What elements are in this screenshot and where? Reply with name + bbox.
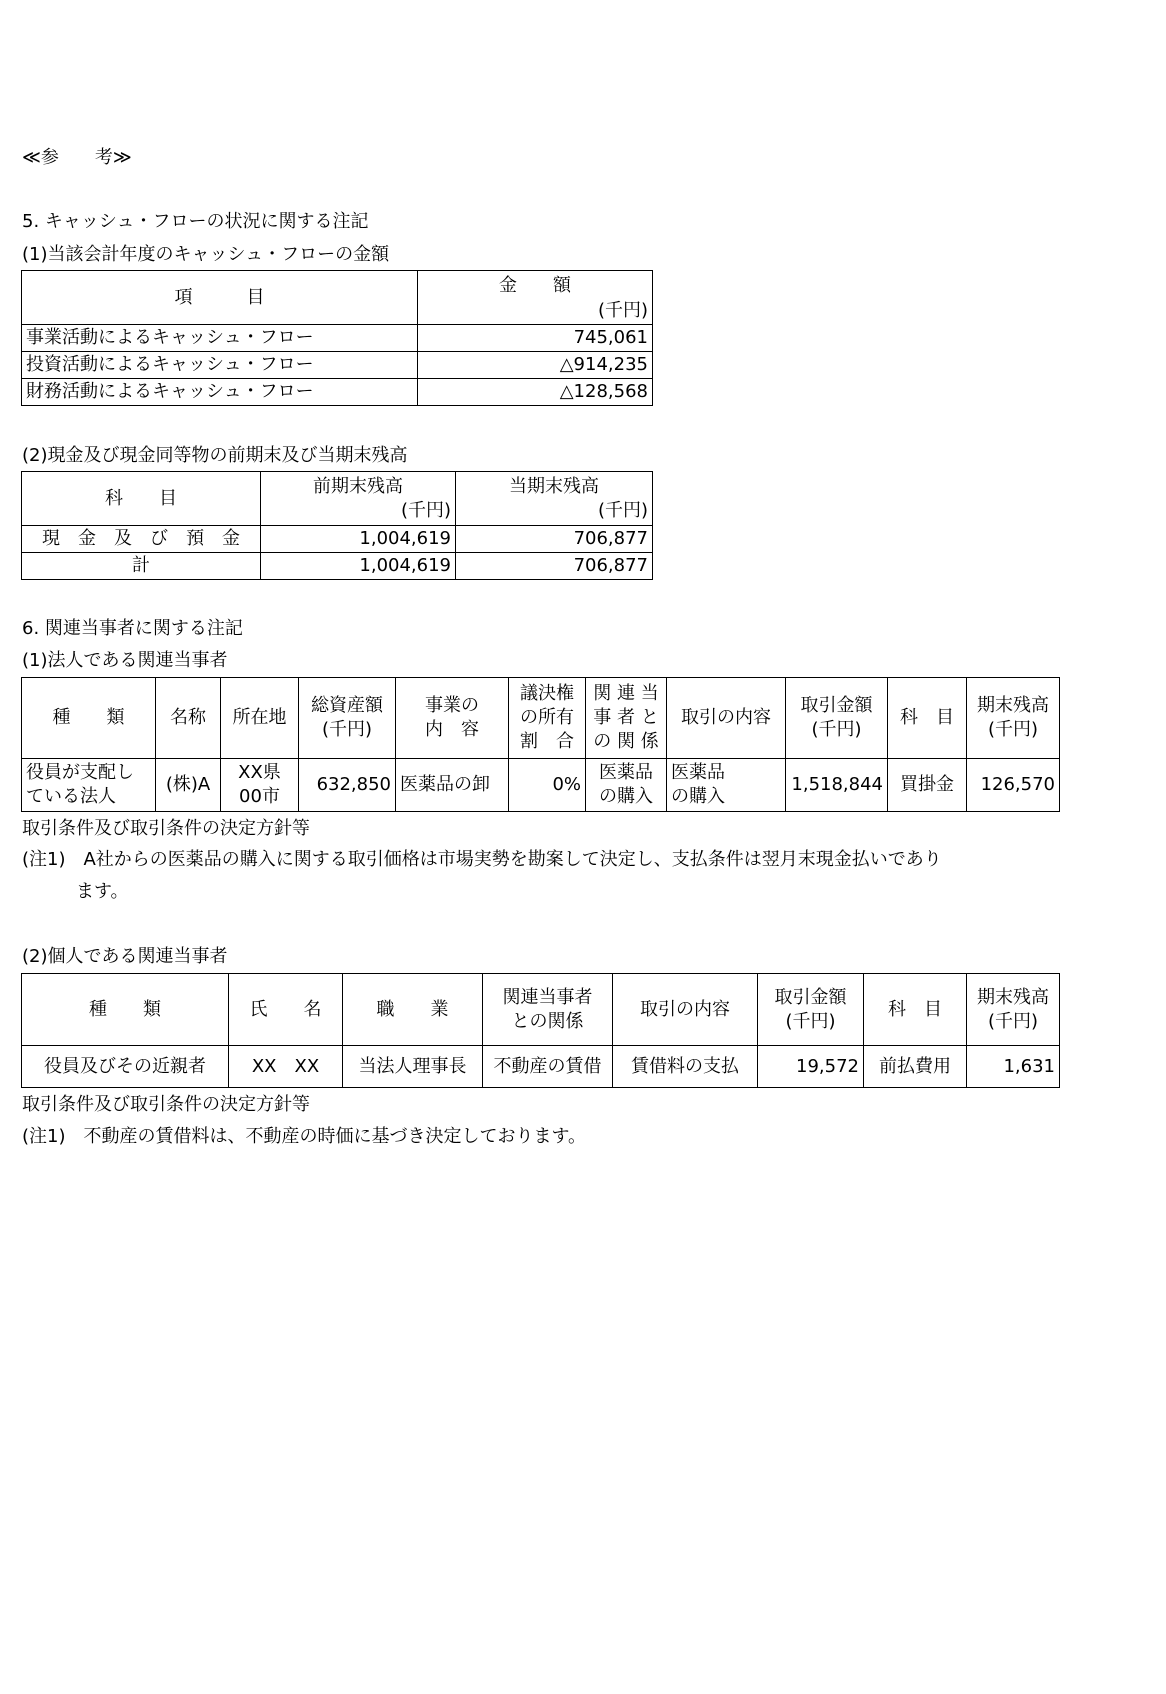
section-5-2-title: (2)現金及び現金同等物の前期末及び当期末残高 bbox=[22, 445, 408, 466]
table-row bbox=[22, 759, 1060, 812]
table-cell: 不動産の賃借 bbox=[483, 1046, 613, 1088]
table-cell: 19,572 bbox=[758, 1046, 864, 1088]
amount-label: 金 額 bbox=[499, 274, 571, 296]
table-row bbox=[22, 1046, 1060, 1088]
conditions-heading-2: 取引条件及び取引条件の決定方針等 bbox=[22, 1094, 310, 1115]
table-cell: 1,518,844 bbox=[786, 759, 888, 812]
row-amount: △128,568 bbox=[418, 379, 653, 406]
section-6-1-title: (1)法人である関連当事者 bbox=[22, 650, 228, 671]
section-6-2-title: (2)個人である関連当事者 bbox=[22, 946, 228, 967]
table-cell: (株)A bbox=[156, 759, 221, 812]
column-header: 科 目 bbox=[888, 678, 967, 759]
individual-related-party-table bbox=[21, 973, 1060, 1088]
header-prev bbox=[261, 472, 456, 526]
table-row bbox=[22, 526, 653, 553]
column-header: 名称 bbox=[156, 678, 221, 759]
table-row bbox=[22, 379, 653, 406]
table-cell: 126,570 bbox=[967, 759, 1060, 812]
note-2: (注1) 不動産の賃借料は、不動産の時価に基づき決定しております。 bbox=[22, 1126, 587, 1147]
column-header: 種 類 bbox=[22, 678, 156, 759]
column-header: 事業の 内 容 bbox=[396, 678, 509, 759]
column-header: 取引金額 (千円) bbox=[786, 678, 888, 759]
table-cell: 役員が支配し ている法人 bbox=[22, 759, 156, 812]
table-row bbox=[22, 352, 653, 379]
column-header: 職 業 bbox=[343, 974, 483, 1046]
header-item: 科 目 bbox=[22, 472, 261, 526]
column-header: 関連当事者 との関係 bbox=[483, 974, 613, 1046]
note-1: (注1) A社からの医薬品の購入に関する取引価格は市場実勢を勘案して決定し、支払条件は翌月末現金払いであり bbox=[22, 849, 942, 870]
header-cur bbox=[456, 472, 653, 526]
column-header: 議決権 の所有 割 合 bbox=[509, 678, 586, 759]
table-cell: 前払費用 bbox=[864, 1046, 967, 1088]
table-cell: 賃借料の支払 bbox=[613, 1046, 758, 1088]
column-header: 取引の内容 bbox=[667, 678, 786, 759]
column-header: 取引金額 (千円) bbox=[758, 974, 864, 1046]
table-row bbox=[22, 325, 653, 352]
cur-label: 当期末残高 bbox=[509, 475, 599, 497]
cash-balance-table bbox=[21, 471, 653, 580]
header-amount bbox=[418, 271, 653, 325]
row-prev: 1,004,619 bbox=[261, 526, 456, 553]
reference-heading: ≪参 考≫ bbox=[22, 147, 132, 168]
table-cell: 0% bbox=[509, 759, 586, 812]
conditions-heading-1: 取引条件及び取引条件の決定方針等 bbox=[22, 818, 310, 839]
column-header: 科 目 bbox=[864, 974, 967, 1046]
table-cell: 632,850 bbox=[299, 759, 396, 812]
cash-flow-table bbox=[21, 270, 653, 406]
row-cur: 706,877 bbox=[456, 526, 653, 553]
table-cell: 買掛金 bbox=[888, 759, 967, 812]
row-prev: 1,004,619 bbox=[261, 553, 456, 580]
unit-label: (千円) bbox=[597, 499, 648, 521]
table-cell: 医薬品の卸 bbox=[396, 759, 509, 812]
table-row bbox=[22, 553, 653, 580]
column-header: 所在地 bbox=[221, 678, 299, 759]
row-item: 計 bbox=[22, 553, 261, 580]
column-header: 種 類 bbox=[22, 974, 229, 1046]
prev-label: 前期末残高 bbox=[313, 475, 403, 497]
column-header: 期末残高 (千円) bbox=[967, 974, 1060, 1046]
section-5-title: 5. キャッシュ・フローの状況に関する注記 bbox=[22, 211, 369, 232]
row-amount: 745,061 bbox=[418, 325, 653, 352]
column-header: 総資産額 (千円) bbox=[299, 678, 396, 759]
table-cell: 医薬品 の購入 bbox=[586, 759, 667, 812]
row-item: 投資活動によるキャッシュ・フロー bbox=[22, 352, 418, 379]
note-1-cont: ます。 bbox=[76, 881, 129, 902]
unit-label: (千円) bbox=[400, 499, 451, 521]
column-header: 取引の内容 bbox=[613, 974, 758, 1046]
section-6-title: 6. 関連当事者に関する注記 bbox=[22, 618, 243, 639]
table-cell: 医薬品 の購入 bbox=[667, 759, 786, 812]
table-cell: 1,631 bbox=[967, 1046, 1060, 1088]
column-header: 関 連 当 事 者 と の 関 係 bbox=[586, 678, 667, 759]
table-cell: XX県 00市 bbox=[221, 759, 299, 812]
row-amount: △914,235 bbox=[418, 352, 653, 379]
unit-label: (千円) bbox=[597, 299, 648, 321]
row-cur: 706,877 bbox=[456, 553, 653, 580]
table-cell: 役員及びその近親者 bbox=[22, 1046, 229, 1088]
row-item: 事業活動によるキャッシュ・フロー bbox=[22, 325, 418, 352]
row-item: 財務活動によるキャッシュ・フロー bbox=[22, 379, 418, 406]
table-cell: 当法人理事長 bbox=[343, 1046, 483, 1088]
table-cell: XX XX bbox=[229, 1046, 343, 1088]
header-item: 項 目 bbox=[22, 271, 418, 325]
row-item: 現 金 及 び 預 金 bbox=[22, 526, 261, 553]
column-header: 期末残高 (千円) bbox=[967, 678, 1060, 759]
column-header: 氏 名 bbox=[229, 974, 343, 1046]
corporate-related-party-table bbox=[21, 677, 1060, 812]
section-5-1-title: (1)当該会計年度のキャッシュ・フローの金額 bbox=[22, 244, 390, 265]
